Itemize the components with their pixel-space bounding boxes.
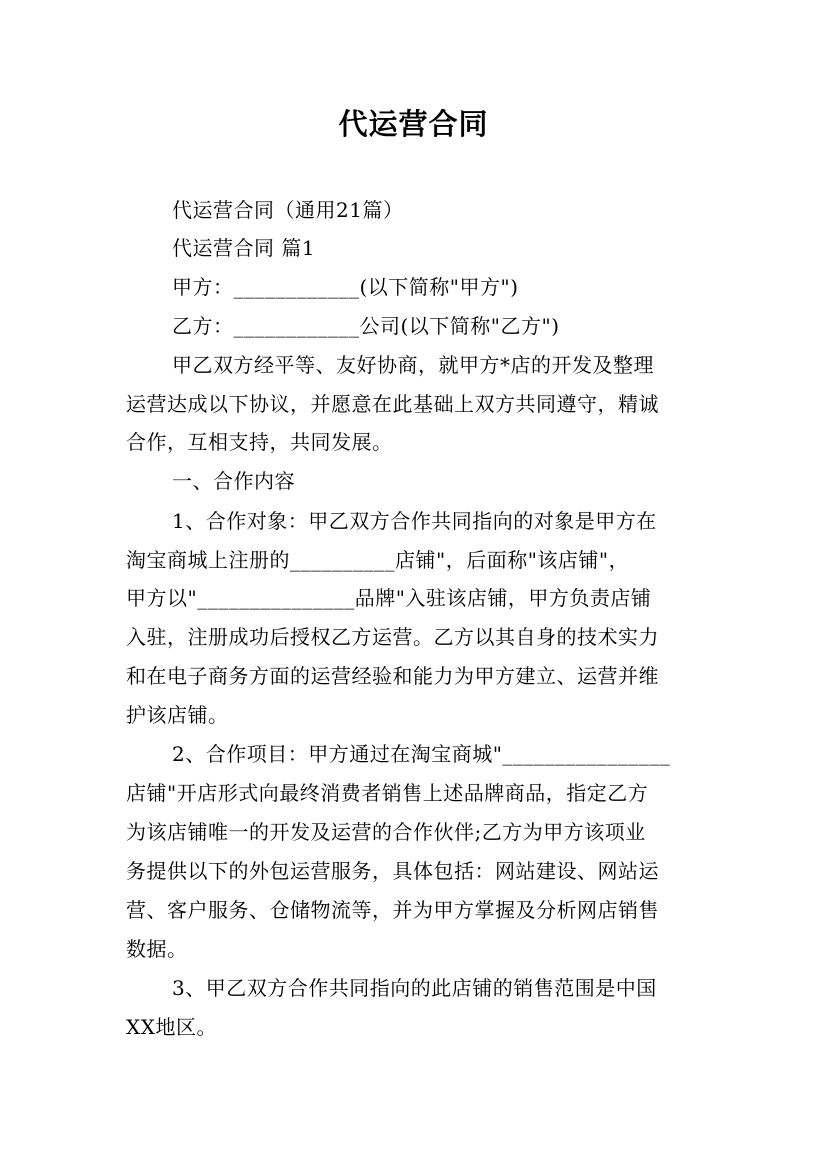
paragraph-line: 甲方以"_______________品牌"入驻该店铺，甲方负责店铺 [126, 586, 652, 610]
paragraph-line: XX地区。 [126, 1015, 217, 1039]
section-heading-line: 代运营合同 篇1 [172, 236, 316, 260]
paragraph-line: 合作，互相支持，共同发展。 [126, 430, 393, 454]
paragraph-line: 淘宝商城上注册的__________店铺"，后面称"该店铺"， [126, 548, 630, 572]
subtitle-line: 代运营合同（通用21篇） [172, 198, 404, 222]
party-b-line: 乙方：____________公司(以下简称"乙方") [172, 314, 560, 338]
paragraph-line: 营、客户服务、仓储物流等，并为甲方掌握及分析网店销售 [126, 898, 659, 922]
paragraph-line: 甲乙双方经平等、友好协商，就甲方*店的开发及整理 [172, 353, 654, 377]
paragraph-line: 1、合作对象：甲乙双方合作共同指向的对象是甲方在 [172, 509, 657, 533]
paragraph-line: 店铺"开店形式向最终消费者销售上述品牌商品，指定乙方 [126, 781, 649, 805]
paragraph-line: 护该店铺。 [126, 703, 229, 727]
paragraph-line: 数据。 [126, 937, 188, 961]
document-title: 代运营合同 [338, 107, 489, 141]
paragraph-line: 务提供以下的外包运营服务，具体包括：网站建设、网站运 [126, 859, 659, 883]
paragraph-line: 运营达成以下协议，并愿意在此基础上双方共同遵守，精诚 [126, 392, 659, 416]
paragraph-line: 3、甲乙双方合作共同指向的此店铺的销售范围是中国 [172, 976, 657, 1000]
paragraph-line: 和在电子商务方面的运营经验和能力为甲方建立、运营并维 [126, 664, 659, 688]
clause-heading-line: 一、合作内容 [172, 469, 295, 493]
paragraph-line: 2、合作项目：甲方通过在淘宝商城"________________ [172, 742, 671, 766]
party-a-line: 甲方：____________(以下简称"甲方") [172, 275, 519, 299]
paragraph-line: 入驻，注册成功后授权乙方运营。乙方以其自身的技术实力 [126, 625, 659, 649]
paragraph-line: 为该店铺唯一的开发及运营的合作伙伴;乙方为甲方该项业 [126, 820, 646, 844]
